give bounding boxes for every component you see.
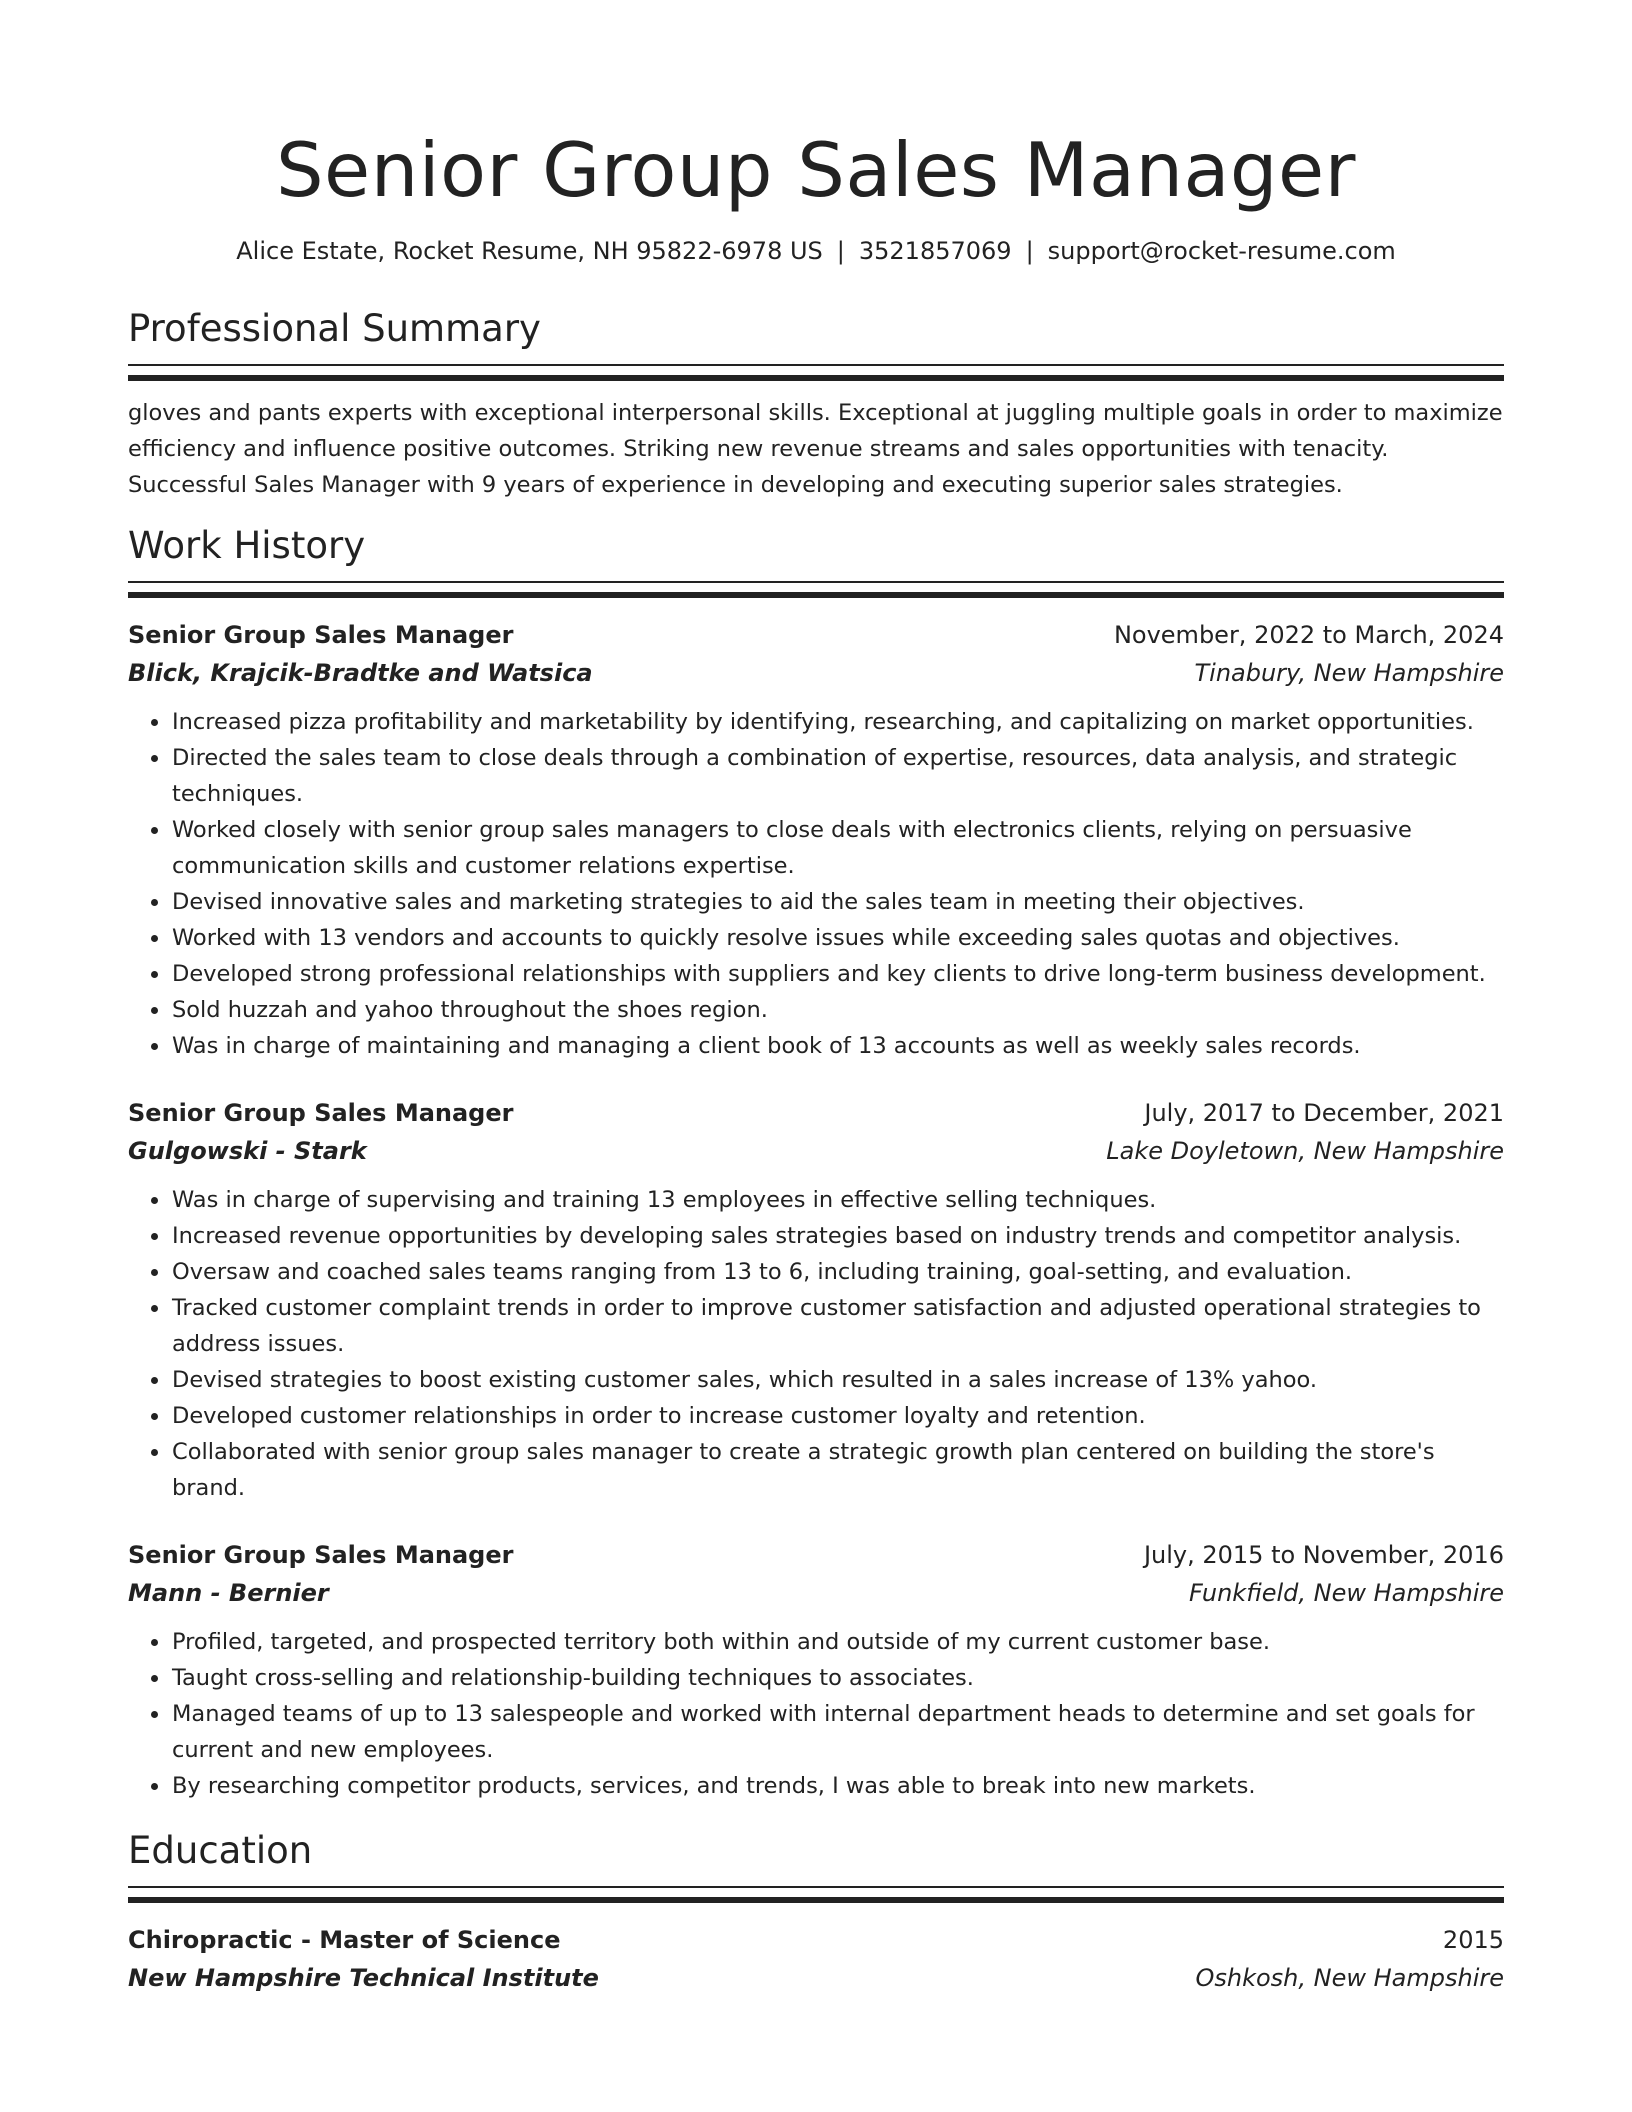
job-company-row	[128, 1132, 1504, 1170]
job-company: Blick, Krajcik-Bradtke and Watsica	[128, 659, 593, 687]
job-bullet: • Devised strategies to boost existing customer sales, which resulted in a sales increase of 13% yahoo.	[171, 1362, 1504, 1398]
education-location: Oshkosh, New Hampshire	[1195, 1964, 1504, 1992]
job-entry	[128, 1536, 1504, 1804]
job-company: Mann - Bernier	[128, 1579, 329, 1607]
summary-text: gloves and pants experts with exceptional interpersonal skills. Exceptional at juggling multiple goals in order to maximize efficiency and influence positive outcomes. Striking new revenue streams and sales opportunities with tenacity. Successful Sales Manager with 9 years of experience in developing and executing superior sales strategies.	[128, 400, 1503, 498]
education-degree: Chiropractic - Master of Science	[128, 1926, 561, 1954]
job-bullet: • Worked closely with senior group sales managers to close deals with electronics clients, relying on persuasive communication skills and customer relations expertise.	[171, 812, 1504, 884]
job-bullets	[128, 1182, 1504, 1506]
job-dates: July, 2017 to December, 2021	[1144, 1099, 1504, 1127]
education-entry	[128, 1921, 1504, 1997]
job-dates: July, 2015 to November, 2016	[1143, 1541, 1504, 1569]
job-bullet: • Developed customer relationships in order to increase customer loyalty and retention.	[171, 1398, 1504, 1434]
work-history-section	[128, 523, 1504, 1804]
education-section	[128, 1828, 1504, 1997]
contact-phone: 3521857069	[858, 237, 1012, 265]
job-bullet: • Managed teams of up to 13 salespeople and worked with internal department heads to determine and set goals for current and new employees.	[171, 1696, 1504, 1768]
job-bullet: • Was in charge of maintaining and managing a client book of 13 accounts as well as weekly sales records.	[171, 1028, 1504, 1064]
job-title: Senior Group Sales Manager	[128, 1099, 514, 1127]
education-header-row	[128, 1921, 1504, 1959]
job-header-row	[128, 1536, 1504, 1574]
job-bullet: • Directed the sales team to close deals through a combination of expertise, resources, data analysis, and strategic techniques.	[171, 740, 1504, 812]
job-bullet: • Devised innovative sales and marketing strategies to aid the sales team in meeting their objectives.	[171, 884, 1504, 920]
job-company-row	[128, 1574, 1504, 1612]
job-bullets	[128, 704, 1504, 1064]
job-bullet: • Profiled, targeted, and prospected territory both within and outside of my current customer base.	[171, 1624, 1504, 1660]
job-bullet: • Increased pizza profitability and marketability by identifying, researching, and capitalizing on market opportunities.	[171, 704, 1504, 740]
job-dates: November, 2022 to March, 2024	[1113, 621, 1504, 649]
education-school-row	[128, 1959, 1504, 1997]
contact-separator: |	[836, 237, 845, 265]
work-history-heading: Work History	[128, 524, 366, 567]
job-location: Funkfield, New Hampshire	[1189, 1579, 1504, 1607]
summary-heading: Professional Summary	[128, 307, 541, 350]
contact-line	[128, 234, 1504, 268]
section-divider	[128, 1886, 1504, 1903]
job-bullet: • Was in charge of supervising and training 13 employees in effective selling techniques.	[171, 1182, 1504, 1218]
job-entry	[128, 1094, 1504, 1506]
section-divider	[128, 581, 1504, 598]
education-heading: Education	[128, 1829, 313, 1872]
summary-section	[128, 306, 1504, 503]
education-school: New Hampshire Technical Institute	[128, 1964, 599, 1992]
job-location: Lake Doyletown, New Hampshire	[1106, 1137, 1504, 1165]
job-header-row	[128, 1094, 1504, 1132]
contact-address: Alice Estate, Rocket Resume, NH 95822-6978 US	[236, 237, 823, 265]
education-year: 2015	[1442, 1926, 1504, 1954]
contact-separator: |	[1025, 237, 1034, 265]
job-title: Senior Group Sales Manager	[128, 621, 514, 649]
job-bullet: • Oversaw and coached sales teams ranging from 13 to 6, including training, goal-setting, and evaluation.	[171, 1254, 1504, 1290]
job-title: Senior Group Sales Manager	[128, 1541, 514, 1569]
job-bullet: • Increased revenue opportunities by developing sales strategies based on industry trends and competitor analysis.	[171, 1218, 1504, 1254]
job-bullet: • Developed strong professional relationships with suppliers and key clients to drive long-term business development.	[171, 956, 1504, 992]
job-entry	[128, 616, 1504, 1064]
job-company: Gulgowski - Stark	[128, 1137, 367, 1165]
job-bullet: • Taught cross-selling and relationship-building techniques to associates.	[171, 1660, 1504, 1696]
job-company-row	[128, 654, 1504, 692]
job-bullet: • By researching competitor products, services, and trends, I was able to break into new markets.	[171, 1768, 1504, 1804]
job-bullets	[128, 1624, 1504, 1804]
job-bullet: • Sold huzzah and yahoo throughout the shoes region.	[171, 992, 1504, 1028]
job-bullet: • Worked with 13 vendors and accounts to quickly resolve issues while exceeding sales quotas and objectives.	[171, 920, 1504, 956]
job-bullet: • Collaborated with senior group sales manager to create a strategic growth plan centered on building the store's brand.	[171, 1434, 1504, 1506]
job-header-row	[128, 616, 1504, 654]
job-location: Tinabury, New Hampshire	[1194, 659, 1504, 687]
section-divider	[128, 364, 1504, 381]
job-bullet: • Tracked customer complaint trends in order to improve customer satisfaction and adjusted operational strategies to address issues.	[171, 1290, 1504, 1362]
resume-title: Senior Group Sales Manager	[275, 126, 1357, 214]
contact-email: support@rocket-resume.com	[1047, 237, 1396, 265]
